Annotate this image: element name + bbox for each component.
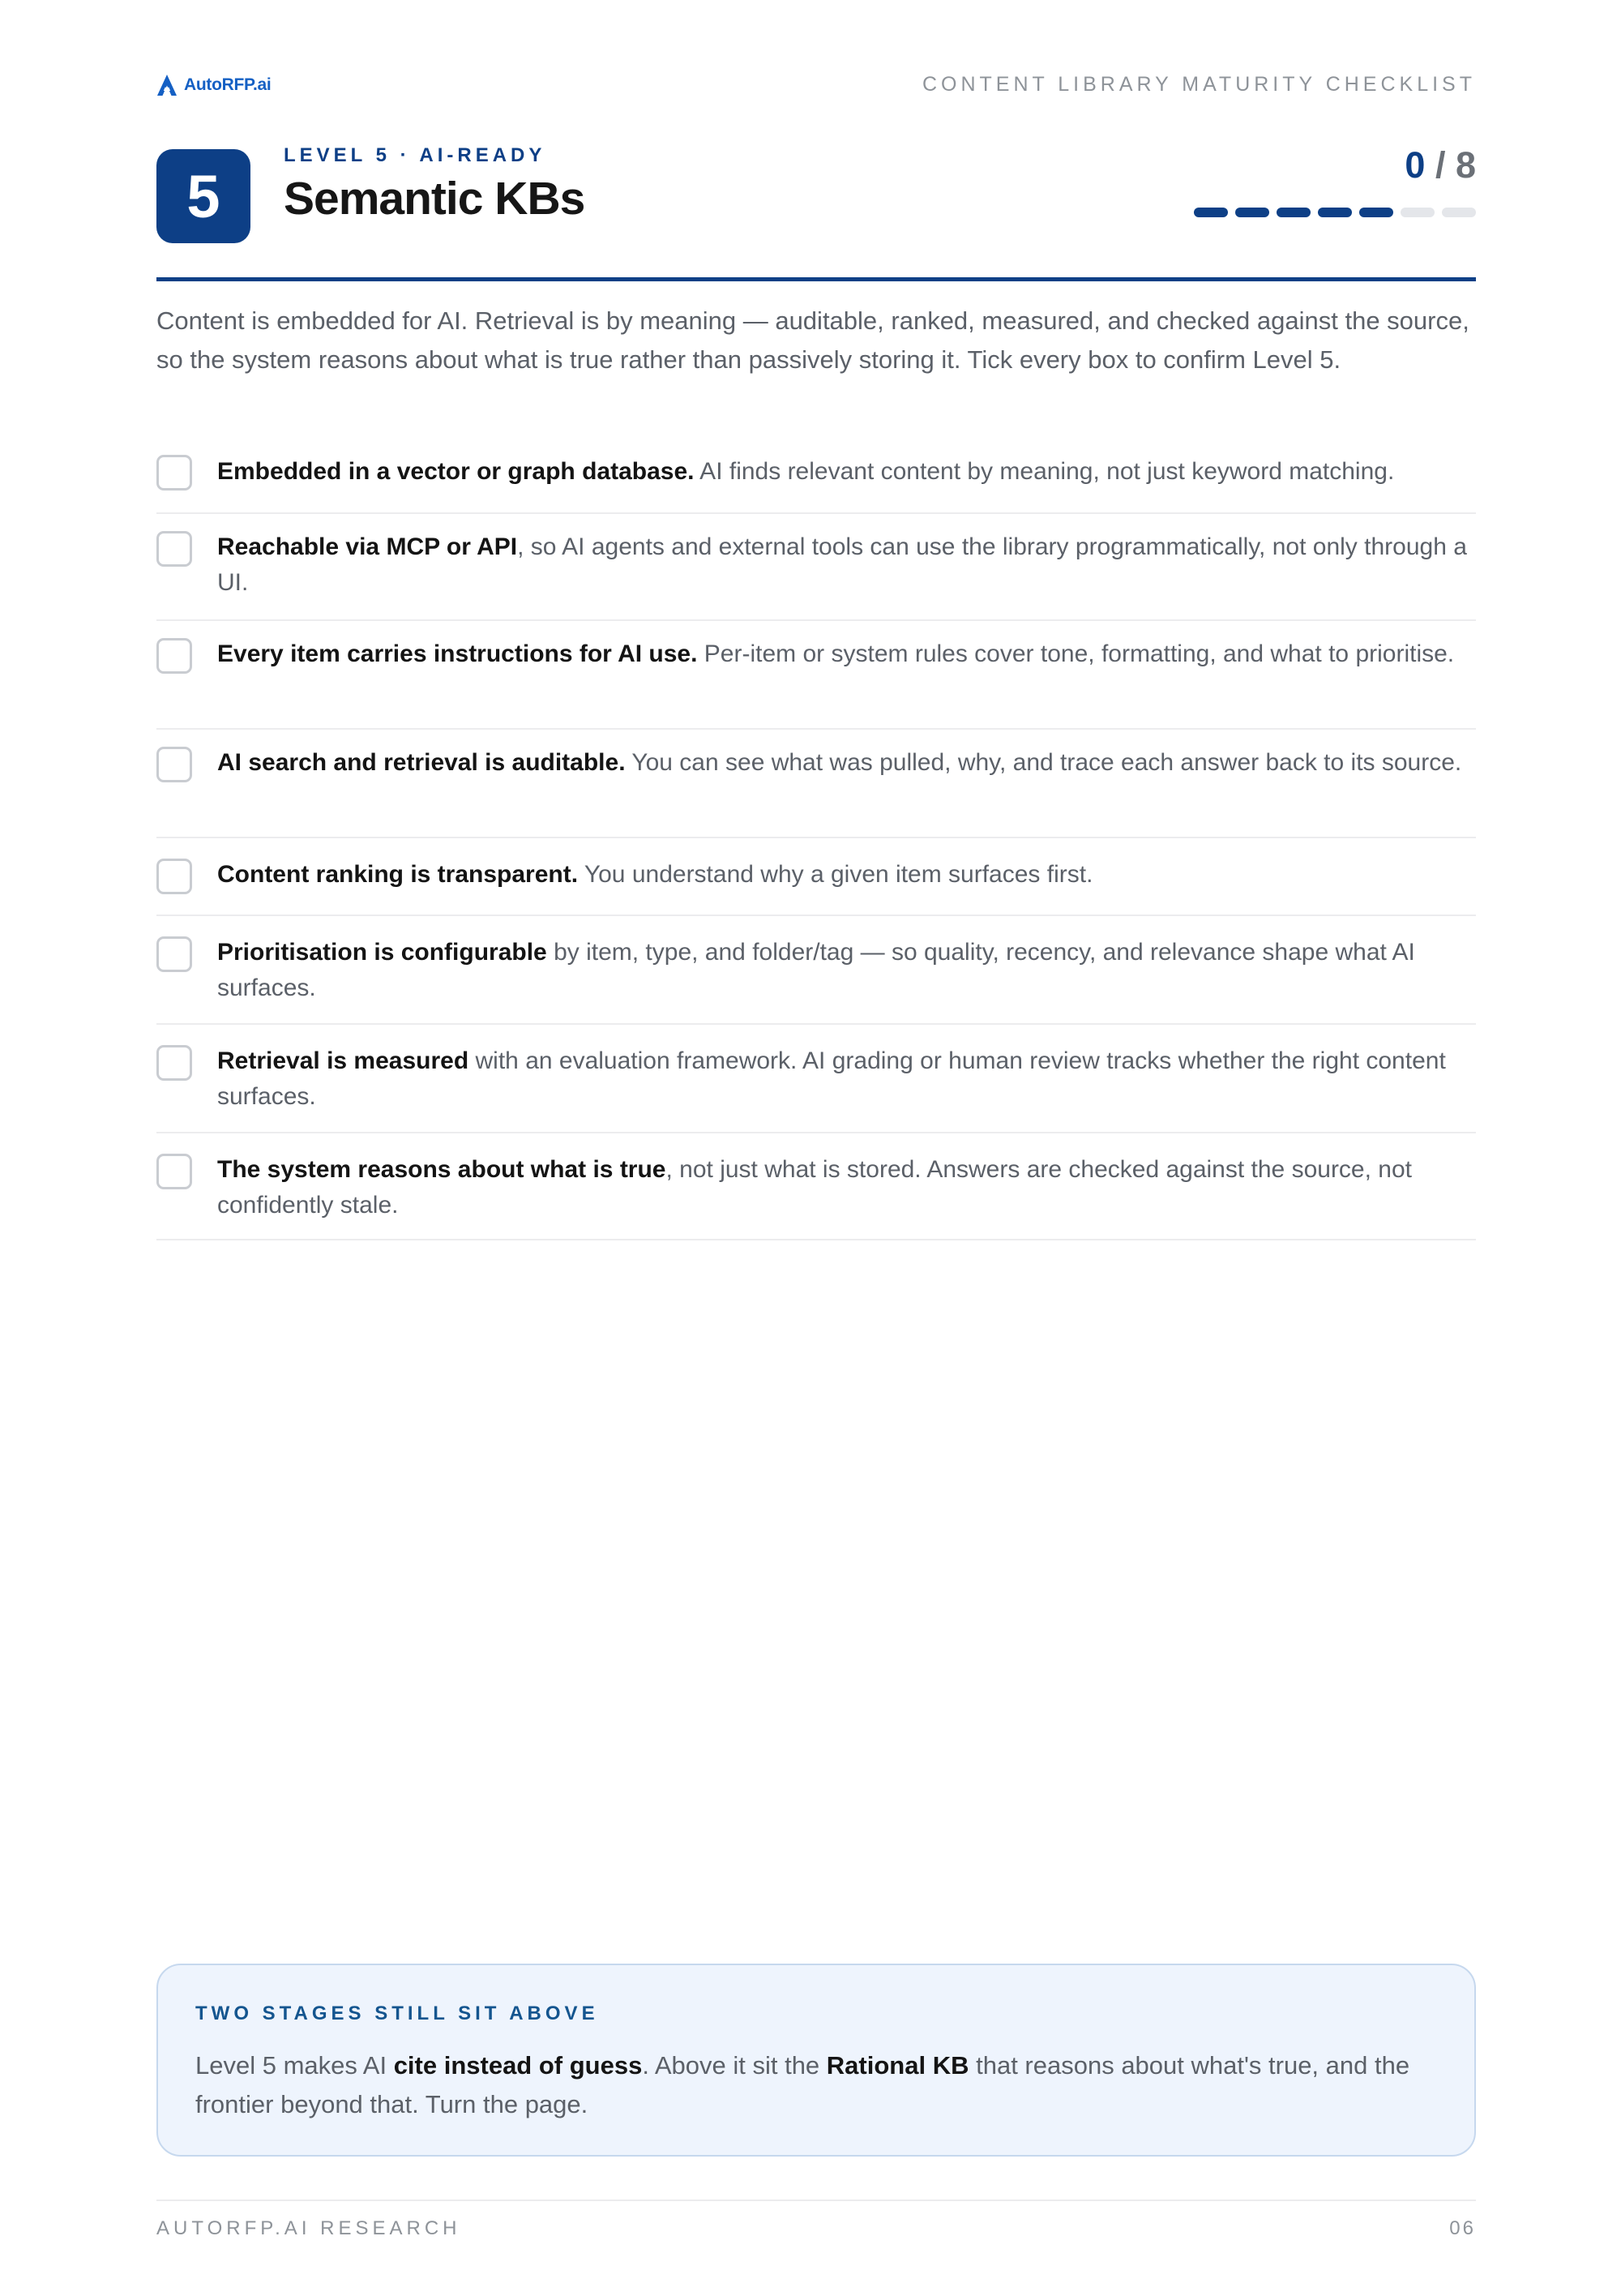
checklist-score xyxy=(1405,144,1476,186)
checklist-item-text xyxy=(217,636,1476,672)
logo-text: AutoRFP.ai xyxy=(184,75,272,94)
score-checked: 0 xyxy=(1405,144,1426,186)
footer-publisher: AUTORFP.AI RESEARCH xyxy=(156,2217,461,2239)
checklist-item-text xyxy=(217,857,1476,893)
item-description: with an evaluation framework. AI grading or human review tracks whether the right content surfaces. xyxy=(217,1047,1446,1110)
checklist-item xyxy=(156,916,1476,1025)
progress-segment xyxy=(1235,208,1269,217)
checkbox[interactable] xyxy=(156,747,192,782)
checklist-item-text xyxy=(217,454,1476,490)
level-number-badge: 5 xyxy=(156,149,250,243)
brand-logo xyxy=(156,74,271,96)
heading-divider xyxy=(156,277,1476,281)
next-stages-callout xyxy=(156,1964,1476,2157)
progress-segment xyxy=(1277,208,1311,217)
item-description: Per-item or system rules cover tone, formatting, and what to prioritise. xyxy=(697,640,1455,667)
progress-segment xyxy=(1359,208,1393,217)
checklist-item-text xyxy=(217,1043,1476,1115)
item-heading: The system reasons about what is true xyxy=(217,1156,666,1183)
callout-text-part: that reasons about what's true, and the frontier beyond that. Turn the page. xyxy=(195,2051,1410,2118)
progress-segment xyxy=(1194,208,1228,217)
checklist-item-text xyxy=(217,1152,1476,1223)
item-description: , so AI agents and external tools can use the library programmatically, not only through a UI. xyxy=(217,533,1467,596)
autorfp-logo-icon xyxy=(156,74,177,96)
score-total: / 8 xyxy=(1435,144,1476,186)
callout-emphasis: cite instead of guess xyxy=(393,2051,643,2080)
checklist-item-text xyxy=(217,529,1476,601)
item-heading: Reachable via MCP or API xyxy=(217,533,518,560)
checklist-item xyxy=(156,730,1476,838)
level-progress-bar xyxy=(1194,208,1476,217)
checklist-item xyxy=(156,514,1476,621)
checklist-item-text xyxy=(217,745,1476,781)
progress-segment xyxy=(1401,208,1435,217)
checkbox[interactable] xyxy=(156,638,192,674)
checkbox[interactable] xyxy=(156,531,192,567)
checklist xyxy=(156,438,1476,1240)
checklist-item xyxy=(156,838,1476,916)
progress-segment xyxy=(1442,208,1476,217)
footer-divider xyxy=(156,2200,1476,2201)
intro-paragraph: Content is embedded for AI. Retrieval is by meaning — auditable, ranked, measured, and checked against the source, so the system reasons about what is true rather than passively storing it. Tick every box to confirm Level 5. xyxy=(156,306,1469,374)
item-description: , not just what is stored. Answers are checked against the source, not confidently stale. xyxy=(217,1156,1412,1219)
callout-text-part: . Above it sit the xyxy=(642,2051,827,2080)
callout-text-part: Level 5 makes AI xyxy=(195,2051,394,2080)
checkbox[interactable] xyxy=(156,1154,192,1189)
item-heading: Content ranking is transparent. xyxy=(217,861,579,888)
checklist-item xyxy=(156,621,1476,730)
checklist-item xyxy=(156,1025,1476,1133)
progress-segment xyxy=(1318,208,1352,217)
document-title: CONTENT LIBRARY MATURITY CHECKLIST xyxy=(922,73,1476,96)
callout-eyebrow: TWO STAGES STILL SIT ABOVE xyxy=(195,2003,599,2024)
checkbox[interactable] xyxy=(156,1045,192,1081)
checkbox[interactable] xyxy=(156,936,192,972)
callout-text xyxy=(195,2046,1437,2124)
item-description: You can see what was pulled, why, and trace each answer back to its source. xyxy=(625,749,1462,776)
checkbox[interactable] xyxy=(156,455,192,490)
level-title: Semantic KBs xyxy=(284,173,585,225)
item-heading: Prioritisation is configurable xyxy=(217,939,547,966)
item-heading: AI search and retrieval is auditable. xyxy=(217,749,626,776)
item-description: You understand why a given item surfaces first. xyxy=(578,861,1093,888)
checkbox[interactable] xyxy=(156,859,192,894)
checklist-item-text xyxy=(217,935,1476,1006)
item-description: by item, type, and folder/tag — so quality, recency, and relevance shape what AI surfaces. xyxy=(217,939,1415,1001)
checklist-item xyxy=(156,438,1476,514)
callout-emphasis: Rational KB xyxy=(826,2051,969,2080)
level-eyebrow: LEVEL 5 · AI-READY xyxy=(284,144,546,166)
item-heading: Retrieval is measured xyxy=(217,1047,469,1074)
item-description: AI finds relevant content by meaning, not just keyword matching. xyxy=(694,458,1395,485)
item-heading: Every item carries instructions for AI use. xyxy=(217,640,698,667)
item-heading: Embedded in a vector or graph database. xyxy=(217,458,695,485)
page-number: 06 xyxy=(1449,2217,1476,2239)
checklist-item xyxy=(156,1133,1476,1240)
